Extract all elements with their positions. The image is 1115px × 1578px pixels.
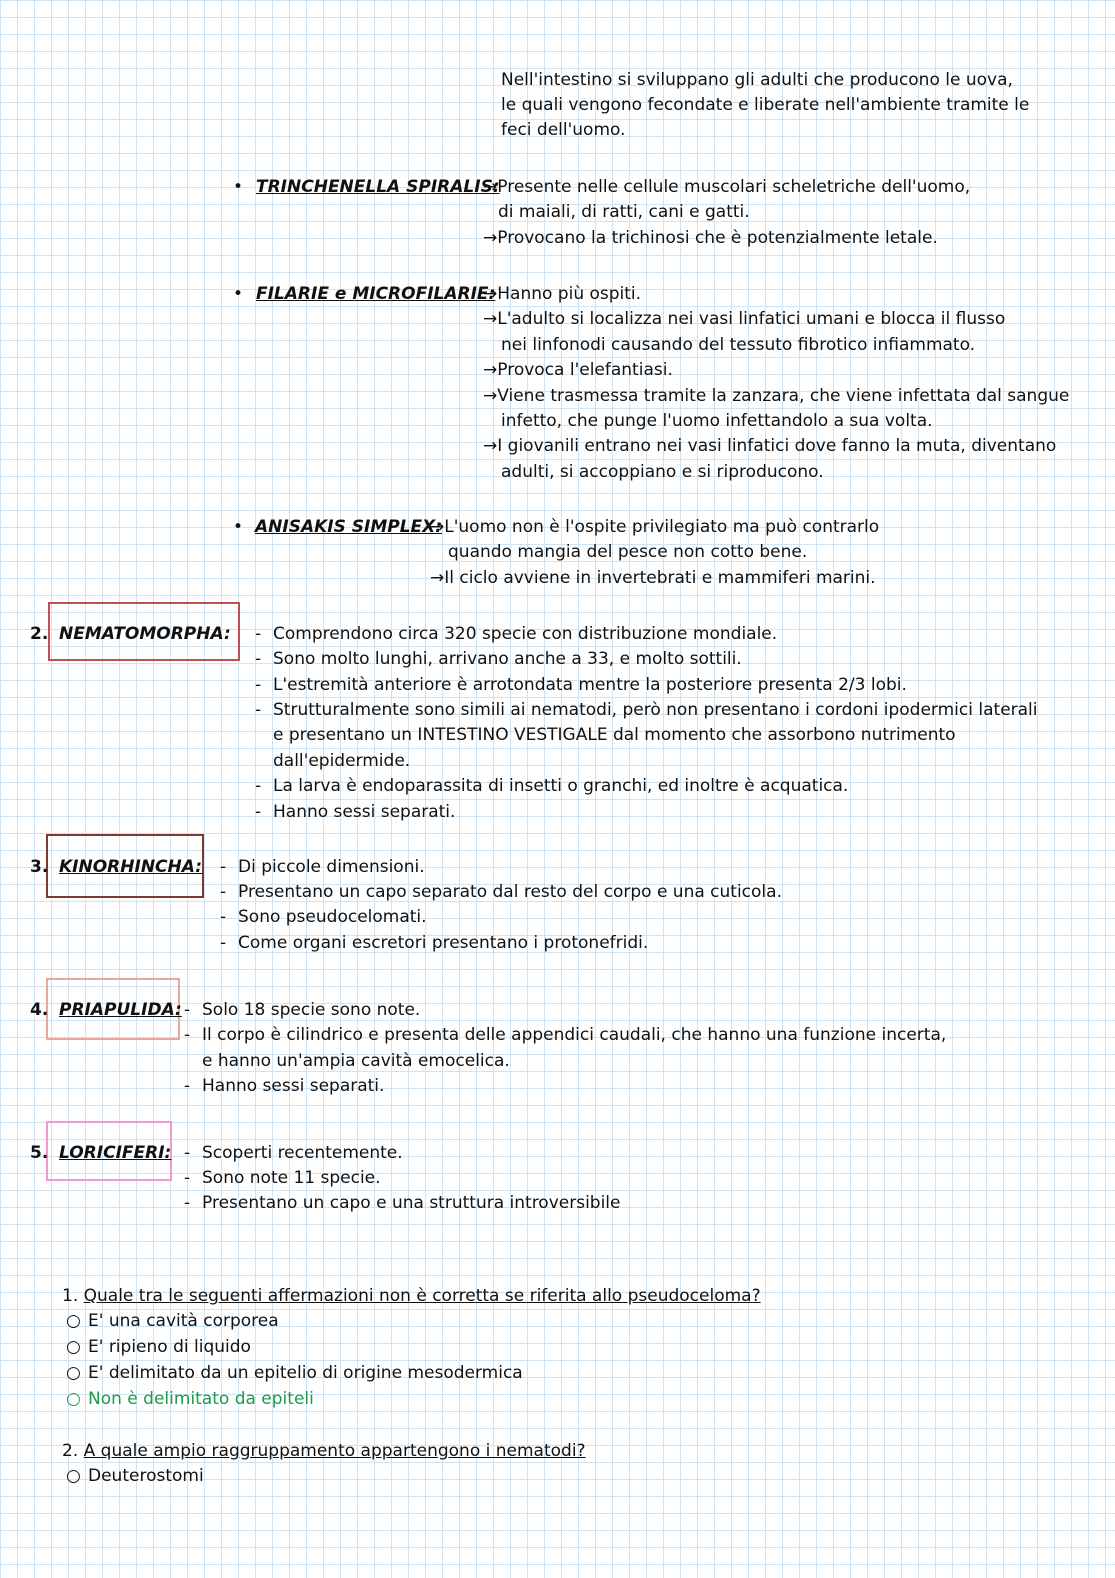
radio-circle-icon: ○ (66, 1363, 81, 1383)
anisakis-line: →L'uomo non è l'ospite privilegiato ma può contrarlo (430, 517, 880, 537)
radio-circle-icon: ○ (66, 1466, 81, 1486)
quiz-option[interactable]: ○ Deuterostomi (66, 1464, 204, 1489)
list-item: - L'estremità anteriore è arrotondata mentre la posteriore presenta 2/3 lobi. (255, 675, 907, 695)
section-title-loriciferi: LORICIFERI: (59, 1143, 172, 1163)
section-title-priapulida: PRIAPULIDA: (59, 1000, 182, 1020)
trichinella-line: di maiali, di ratti, cani e gatti. (498, 202, 750, 222)
list-item: - Presentano un capo separato dal resto del corpo e una cuticola. (220, 882, 782, 902)
list-item: - Comprendono circa 320 specie con distribuzione mondiale. (255, 624, 778, 644)
list-item: - Scoperti recentemente. (184, 1143, 403, 1163)
quiz-option[interactable]: ○ E' delimitato da un epitelio di origine mesodermica (66, 1361, 523, 1386)
filarie-line: nei linfonodi causando del tessuto fibrotico infiammato. (501, 335, 976, 355)
radio-circle-icon: ○ (66, 1311, 81, 1331)
filarie-line: →Viene trasmessa tramite la zanzara, che viene infettata dal sangue (483, 386, 1070, 406)
bullet: • (233, 284, 244, 304)
question-text: A quale ampio raggruppamento appartengono i nematodi? (83, 1441, 586, 1461)
list-item-continued: e hanno un'ampia cavità emocelica. (202, 1051, 510, 1071)
filarie-line: →Provoca l'elefantiasi. (483, 360, 673, 380)
anisakis-line: →Il ciclo avviene in invertebrati e mammiferi marini. (430, 568, 876, 588)
section-number: 3. (30, 857, 49, 877)
intro-line: feci dell'uomo. (501, 120, 626, 140)
list-item: - Strutturalmente sono simili ai nematodi, però non presentano i cordoni ipodermici laterali (255, 700, 1038, 720)
list-item: - Sono pseudocelomati. (220, 907, 427, 927)
question-text: Quale tra le seguenti affermazioni non è corretta se riferita allo pseudoceloma? (83, 1286, 761, 1306)
list-item: - Hanno sessi separati. (255, 802, 456, 822)
list-item-continued: e presentano un INTESTINO VESTIGALE dal momento che assorbono nutrimento (273, 725, 956, 745)
section-title-kinorhincha: KINORHINCHA: (59, 857, 203, 877)
section-title-filarie: FILARIE e MICROFILARIE: (256, 284, 496, 304)
filarie-line: infetto, che punge l'uomo infettandolo a sua volta. (501, 411, 933, 431)
list-item-continued: dall'epidermide. (273, 751, 411, 771)
quiz-option-correct[interactable]: ○ Non è delimitato da epiteli (66, 1387, 314, 1412)
filarie-line: →I giovanili entrano nei vasi linfatici dove fanno la muta, diventano (483, 436, 1057, 456)
bullet: • (233, 517, 244, 537)
list-item: - Solo 18 specie sono note. (184, 1000, 421, 1020)
quiz-question-2 (62, 1439, 586, 1464)
section-number: 4. (30, 1000, 49, 1020)
list-item: - Sono molto lunghi, arrivano anche a 33, e molto sottili. (255, 649, 742, 669)
section-title-trichinella: TRINCHENELLA SPIRALIS: (256, 177, 500, 197)
section-title-anisakis: ANISAKIS SIMPLEX: (255, 517, 443, 537)
radio-circle-icon: ○ (66, 1337, 81, 1357)
quiz-question-1 (62, 1284, 761, 1309)
bullet: • (233, 177, 244, 197)
quiz-option[interactable]: ○ E' una cavità corporea (66, 1309, 279, 1334)
trichinella-line: →Presente nelle cellule muscolari scheletriche dell'uomo, (483, 177, 971, 197)
anisakis-line: quando mangia del pesce non cotto bene. (448, 542, 808, 562)
trichinella-line: →Provocano la trichinosi che è potenzialmente letale. (483, 228, 938, 248)
question-number: 2. (62, 1441, 79, 1461)
radio-circle-icon: ○ (66, 1389, 81, 1409)
list-item: - La larva è endoparassita di insetti o granchi, ed inoltre è acquatica. (255, 776, 849, 796)
list-item: - Il corpo è cilindrico e presenta delle appendici caudali, che hanno una funzione incerta, (184, 1025, 947, 1045)
filarie-line: →Hanno più ospiti. (483, 284, 642, 304)
list-item: - Di piccole dimensioni. (220, 857, 425, 877)
section-number: 5. (30, 1143, 49, 1163)
intro-line: Nell'intestino si sviluppano gli adulti che producono le uova, (501, 70, 1013, 90)
list-item: - Sono note 11 specie. (184, 1168, 381, 1188)
filarie-line: adulti, si accoppiano e si riproducono. (501, 462, 824, 482)
list-item: - Come organi escretori presentano i protonefridi. (220, 933, 649, 953)
list-item: - Presentano un capo e una struttura introversibile (184, 1193, 621, 1213)
filarie-line: →L'adulto si localizza nei vasi linfatici umani e blocca il flusso (483, 309, 1006, 329)
list-item: - Hanno sessi separati. (184, 1076, 385, 1096)
question-number: 1. (62, 1286, 79, 1306)
intro-line: le quali vengono fecondate e liberate nell'ambiente tramite le (501, 95, 1030, 115)
section-number: 2. (30, 624, 49, 644)
quiz-option[interactable]: ○ E' ripieno di liquido (66, 1335, 251, 1360)
section-title-nematomorpha: NEMATOMORPHA: (59, 624, 231, 644)
